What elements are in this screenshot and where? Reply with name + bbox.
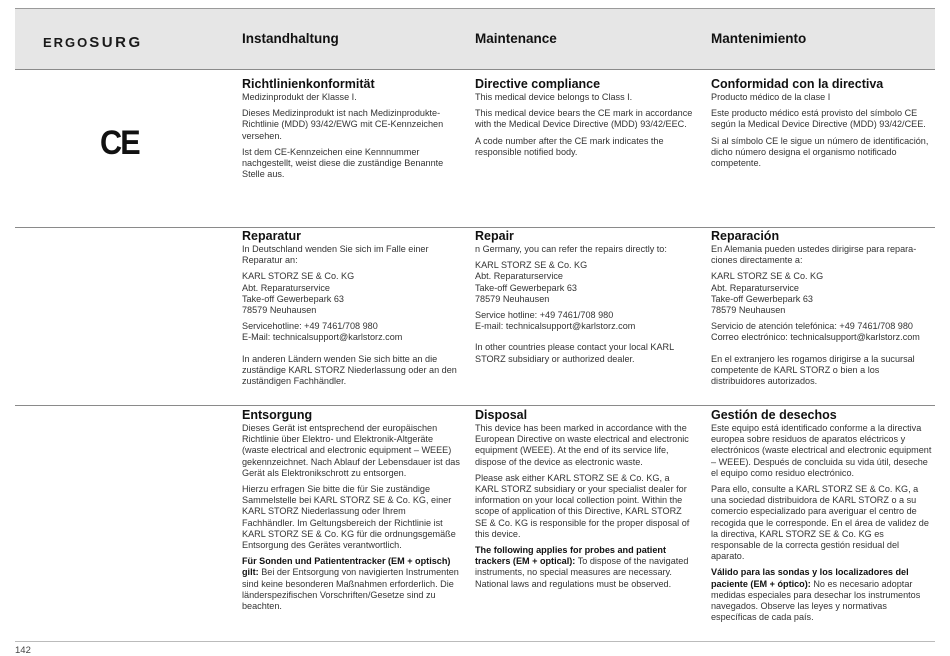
compliance-title-en: Directive compliance (475, 77, 601, 91)
repair-address-line: Abt. Reparaturservice (242, 282, 330, 293)
repair-title-de: Reparatur (242, 229, 302, 243)
ce-mark-icon: CE (100, 124, 139, 162)
compliance-p1-de: Medizinprodukt der Klasse I. (242, 92, 357, 102)
repair-address-line: 78579 Neuhausen (475, 293, 550, 304)
disposal-p1-en: This device has been marked in accordance with the European Directive on waste electrical and electronic equipment (WEEE). At the end of its service life, dispose of the device as electronic waste. (475, 423, 689, 467)
header-title-spanish: Mantenimiento (711, 31, 807, 46)
page-number: 142 (15, 645, 31, 656)
compliance-p2-es: Este producto médico está provisto del símbolo CE según la Medical Device Directive (MDD) 93/42/CEE. (711, 108, 926, 130)
repair-hotline-de: Servicehotline: +49 7461/708 980 (242, 321, 378, 332)
repair-spanish (711, 229, 933, 392)
repair-address-line: KARL STORZ SE & Co. KG (711, 271, 824, 282)
repair-other-es: En el extranjero les rogamos dirigirse a la sucursal competente de KARL STORZ o bien a los distribuidores autorizados. (711, 353, 915, 387)
disposal-english (475, 408, 693, 595)
repair-hotline-es: Servicio de atención telefónica: +49 7461/708 980 (711, 321, 913, 332)
repair-address-line: Take-off Gewerbepark 63 (711, 293, 813, 304)
disposal-p2-es: Para ello, consulte a KARL STORZ SE & Co. KG, a una sociedad distribuidora de KARL STORZ o a su comercio especializado para averiguar el centro de recogida que le corresponde. En el área de validez de la directiva, KARL STORZ SE & Co. KG es responsable de la correcta gestión residual del aparato. (711, 484, 929, 562)
compliance-german (242, 77, 460, 185)
disposal-p2-de: Hierzu erfragen Sie bitte die für Sie zuständige Sammelstelle bei KARL STORZ SE & Co. KG, einer KARL STORZ Niederlassung oder Ihrem Fachhändler. Im Geltungsbereich der Richtlinie ist KARL STORZ SE & Co. KG für die ordnungsgemäße Entsorgung des Gerätes verantwortlich. (242, 484, 456, 551)
disposal-p3-en (475, 545, 693, 590)
header-title-english: Maintenance (475, 31, 557, 46)
disposal-p3-es (711, 567, 933, 623)
section-divider (15, 227, 935, 228)
compliance-english (475, 77, 693, 163)
compliance-title-es: Conformidad con la directiva (711, 77, 884, 91)
repair-english (475, 229, 693, 370)
repair-intro-de: In Deutschland wenden Sie sich im Falle einer Reparatur an: (242, 244, 429, 266)
disposal-p3-text-en: To dispose of the navigated instruments, no special measures are necessary. National laws and regulations must be observed. (475, 556, 689, 589)
repair-address-line: KARL STORZ SE & Co. KG (475, 260, 588, 271)
disposal-p3-bold-en: The following applies for probes and patient trackers (EM + optical): (475, 545, 666, 567)
compliance-p3-de: Ist dem CE-Kennzeichen eine Kennnummer nachgestellt, weist diese die zuständige Benannte Stelle aus. (242, 146, 444, 180)
compliance-p1-es: Producto médico de la clase I (711, 92, 831, 102)
repair-address-line: Abt. Reparaturservice (711, 282, 799, 293)
repair-address-line: Take-off Gewerbepark 63 (242, 293, 344, 304)
disposal-p3-de (242, 556, 460, 612)
repair-email-es: Correo electrónico: technicalsupport@karlstorz.com (711, 332, 920, 343)
logo-prefix: ERGO (43, 35, 90, 50)
compliance-p2-en: This medical device bears the CE mark in accordance with the Medical Device Directive (MDD) 93/42/EEC. (475, 108, 693, 130)
compliance-p3-en: A code number after the CE mark indicates the responsible notified body. (475, 135, 664, 157)
ergosurg-logo (43, 34, 143, 51)
disposal-title-es: Gestión de desechos (711, 408, 837, 422)
section-divider (15, 405, 935, 406)
disposal-spanish (711, 408, 933, 628)
repair-address-line: Abt. Reparaturservice (475, 271, 563, 282)
disposal-p3-bold-de: Für Sonden und Patiententracker (EM + optisch) gilt: (242, 556, 451, 578)
repair-title-es: Reparación (711, 229, 780, 243)
disposal-p3-bold-es: Válido para las sondas y los localizadores del paciente (EM + óptico): (711, 567, 909, 589)
repair-address-line: 78579 Neuhausen (711, 305, 786, 316)
disposal-german (242, 408, 460, 617)
compliance-p2-de: Dieses Medizinprodukt ist nach Medizinprodukte-Richtlinie (MDD) 93/42/EWG mit CE-Kennzeichen versehen. (242, 108, 444, 141)
repair-german (242, 229, 460, 392)
disposal-p2-en: Please ask either KARL STORZ SE & Co. KG, a KARL STORZ subsidiary or your specialist dealer for information on your local collection point. Within the scope of application of this Directive, KARL STORZ SE & Co. KG is responsible for the proper disposal of this device. (475, 472, 690, 539)
repair-address-line: 78579 Neuhausen (242, 305, 317, 316)
header-title-german: Instandhaltung (242, 31, 339, 46)
disposal-p3-text-de: Bei der Entsorgung von navigierten Instrumenten sind keine besonderen Maßnahmen erforderlich. Die länderspezifischen Vorschriften/Gesetze sind zu beachten. (242, 567, 459, 612)
logo-suffix: SURG (89, 34, 143, 51)
repair-hotline-en: Service hotline: +49 7461/708 980 (475, 310, 614, 321)
page-header (15, 8, 935, 70)
disposal-p3-text-es: No es necesario adoptar medidas especiales para desechar los instrumentos navegados. Observe las leyes y normativas específicas de cada país. (711, 578, 921, 623)
repair-email-en: E-mail: technicalsupport@karlstorz.com (475, 321, 636, 332)
disposal-title-de: Entsorgung (242, 408, 313, 422)
repair-intro-es: En Alemania pueden ustedes dirigirse para repara-ciones directamente a: (711, 244, 917, 266)
repair-title-en: Repair (475, 229, 514, 243)
repair-intro-en: n Germany, you can refer the repairs directly to: (475, 244, 667, 254)
compliance-p1-en: This medical device belongs to Class I. (475, 92, 633, 102)
compliance-spanish (711, 77, 933, 174)
footer-divider (15, 641, 935, 642)
repair-other-de: In anderen Ländern wenden Sie sich bitte an die zuständige KARL STORZ Niederlassung oder an den zuständigen Fachhändler. (242, 353, 457, 387)
disposal-p1-de: Dieses Gerät ist entsprechend der europäischen Richtlinie über Elektro- und Elektronik-Altgeräte (waste electrical and electronic equipment – WEEE) gekennzeichnet. Nach Ablauf der Lebensdauer ist das Gerät als Elektronikschrott zu entsorgen. (242, 423, 460, 478)
repair-email-de: E-Mail: technicalsupport@karlstorz.com (242, 332, 403, 343)
repair-other-en: In other countries please contact your local KARL STORZ subsidiary or authorized dealer. (475, 342, 674, 364)
disposal-title-en: Disposal (475, 408, 528, 422)
repair-address-line: Take-off Gewerbepark 63 (475, 282, 577, 293)
repair-address-line: KARL STORZ SE & Co. KG (242, 271, 355, 282)
compliance-title-de: Richtlinienkonformität (242, 77, 375, 91)
compliance-p3-es: Si al símbolo CE le sigue un número de identificación, dicho número designa el organismo notificado competente. (711, 135, 929, 169)
disposal-p1-es: Este equipo está identificado conforme a la directiva europea sobre residuos de aparatos eléctricos y electrónicos (waste electrical and electronic equipment – WEEE). Después de concluida su vida útil, deseche el equipo como residuo electrónico. (711, 423, 932, 478)
